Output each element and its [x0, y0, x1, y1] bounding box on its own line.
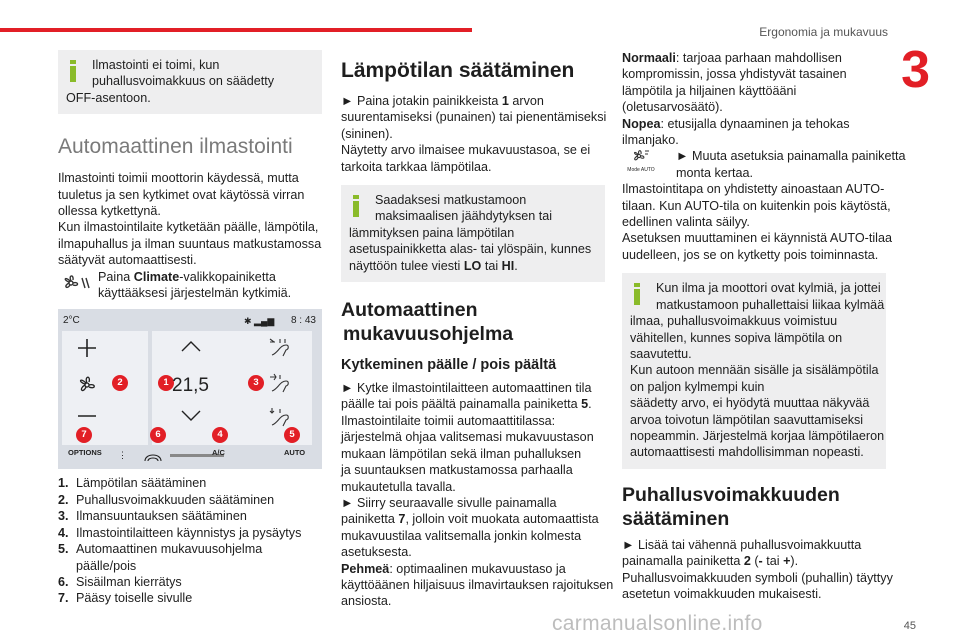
item-text: Pääsy toiselle sivulle — [76, 591, 193, 606]
status-icons: ✱ ▂▄▆ — [244, 316, 275, 327]
text-line: mukavuustilaa valitsemalla jonkin kolmesta — [341, 528, 582, 543]
note-line: OFF-asentoon. — [66, 90, 151, 105]
text-line: Kun ilmastointilaite kytketään päälle, lämpötila, — [58, 220, 319, 235]
text-line: Ilmastointilaite toimii automaattitilassa: — [341, 413, 556, 428]
section-heading: Lämpötilan säätäminen — [341, 59, 575, 82]
climate-instruction — [58, 269, 322, 302]
info-note — [341, 185, 605, 282]
ac-button[interactable]: A/C — [212, 448, 225, 458]
climate-screen-image — [58, 309, 322, 469]
text-fragment: . — [588, 397, 592, 412]
button-ref: 5 — [581, 397, 589, 412]
callout-5: 5 — [284, 427, 300, 443]
mode-auto-icon — [626, 148, 656, 176]
info-note — [58, 50, 322, 114]
text-line: Ilmastointi toimii moottorin käydessä, mutta — [58, 171, 299, 186]
item-number: 2. — [58, 492, 69, 507]
text-fragment: ). — [790, 554, 799, 569]
note-line: automaattisesti mahdollisimman nopeasti. — [630, 445, 864, 460]
list-item — [58, 574, 322, 590]
mode-auto-label: Mode AUTO — [627, 166, 655, 173]
lo-keyword: LO — [463, 258, 482, 273]
text-line: ilmanjako. — [622, 133, 679, 148]
options-button[interactable]: OPTIONS — [68, 448, 102, 458]
info-note — [622, 273, 886, 468]
text-fragment: -valikkopainiketta — [179, 269, 276, 284]
section-heading: Automaattinen ilmastointi — [58, 135, 293, 159]
callout-6: 6 — [150, 427, 166, 443]
chapter-title: Ergonomia ja mukavuus — [759, 25, 888, 39]
text-fragment: . — [514, 258, 518, 273]
note-line: Saadaksesi matkustamoon — [375, 193, 527, 208]
text-line: mukautetulla tavalla. — [341, 479, 456, 494]
text-line: asetuksesta. — [341, 545, 412, 560]
clock: 8 : 43 — [290, 315, 316, 327]
info-icon — [352, 195, 360, 217]
mode-name: Normaali — [622, 51, 676, 65]
text-line: tuuletus ja sen kytkimet ovat käytössä virran — [58, 187, 305, 202]
item-number: 4. — [58, 525, 69, 540]
fan-minus-button[interactable] — [76, 411, 98, 421]
text-line: ansiosta. — [341, 594, 392, 609]
air-direction-middle-icon[interactable] — [266, 371, 300, 395]
air-direction-top-icon[interactable] — [266, 335, 300, 359]
fan-mode-icon — [631, 148, 651, 164]
text-line: Ilmastointitapa on yhdistetty ainoastaan AUTO- — [622, 182, 885, 197]
section-heading — [341, 298, 605, 346]
text-line: käyttöäänen hiljaisuus ilmavirtauksen rajoituksen — [341, 577, 614, 592]
mode-name: Nopea — [622, 116, 661, 131]
callout-3: 3 — [248, 375, 264, 391]
text-line: Puhallusvoimakkuuden symboli (puhallin) täyttyy — [622, 570, 893, 585]
text-fragment: painamalla painiketta — [622, 554, 744, 569]
note-line: arvoa toivotun lämpötilan saavuttamiseksi — [630, 412, 864, 427]
item-text: Puhallusvoimakkuuden säätäminen — [76, 492, 275, 507]
text-line: järjestelmä ohjaa valitsemasi mukavuustason — [341, 430, 594, 445]
text-line: asetetun voimakkuuden mukaisesti. — [622, 586, 822, 601]
mode-auto-instruction — [622, 148, 906, 181]
text-fragment: näyttöön tulee viesti — [349, 258, 464, 273]
button-ref: 1 — [501, 94, 509, 108]
note-line: maksimaalisen jäähdytyksen tai — [375, 209, 553, 224]
paragraph — [341, 93, 605, 175]
auto-button[interactable]: AUTO — [284, 448, 306, 458]
text-line: (sininen). — [341, 126, 393, 141]
text-fragment: ► Paina jotakin painikkeista — [341, 94, 502, 108]
column-2 — [341, 50, 614, 610]
item-number: 1. — [58, 476, 69, 491]
text-fragment: ( — [750, 554, 759, 569]
text-line: ilmapuhallus ja ilman suuntaus matkustamossa — [58, 236, 322, 251]
text-fragment: : etusijalla dynaaminen ja tehokas — [660, 116, 850, 131]
item-number: 6. — [58, 574, 69, 589]
button-ref: 2 — [743, 554, 751, 569]
text-line: säätyvät automaattisesti. — [58, 253, 197, 268]
fan-plus-button[interactable] — [76, 337, 98, 359]
paragraph — [622, 181, 892, 263]
text-line: ► Muuta asetuksia painamalla painiketta — [676, 149, 906, 164]
paragraph — [622, 50, 886, 148]
plus-ref: + — [783, 554, 791, 569]
recirculation-icon[interactable] — [142, 452, 164, 464]
list-item — [58, 508, 322, 524]
page-number: 45 — [903, 619, 916, 632]
note-line: säädetty arvo, ei hyödytä muuttaa näkyvää — [630, 396, 870, 411]
heading-line: Automaattinen — [341, 299, 478, 322]
air-direction-bottom-icon[interactable] — [266, 405, 300, 429]
note-line: saavutettu. — [630, 346, 692, 361]
text-fragment: : tarjoaa parhaan mahdollisen — [675, 51, 842, 65]
climate-keyword: Climate — [133, 269, 180, 284]
fan-icon[interactable] — [74, 373, 100, 397]
text-line: (oletusarvosäätö). — [622, 100, 723, 115]
text-fragment: Paina — [98, 269, 134, 284]
note-line: matkustamoon puhallettaisi liikaa kylmää — [656, 297, 885, 312]
text-fragment: tai — [762, 554, 784, 569]
heading-line: mukavuusohjelma — [343, 323, 514, 346]
text-fragment: painiketta — [341, 512, 399, 527]
note-line: on paljon kylmempi kuin — [630, 379, 765, 394]
paragraph — [622, 537, 893, 603]
item-text: Sisäilman kierrätys — [76, 574, 182, 589]
text-line: edellinen valinta säilyy. — [622, 215, 750, 230]
list-item — [58, 590, 322, 606]
text-line: uudelleen, jos se on kytketty pois toiminnasta. — [622, 247, 879, 262]
text-line: tilaan. Kun AUTO-tila on kuitenkin pois käytöstä, — [622, 198, 891, 213]
temp-setpoint: 21,5 — [172, 375, 209, 397]
text-line: käyttääksesi järjestelmän kytkimiä. — [98, 286, 292, 301]
mode-name: Pehmeä — [341, 561, 390, 576]
callout-2: 2 — [112, 375, 128, 391]
temp-down-button[interactable] — [180, 409, 202, 423]
list-item — [58, 475, 322, 491]
subsection-heading: Kytkeminen päälle / pois päältä — [341, 357, 557, 374]
hi-keyword: HI — [501, 258, 515, 273]
heading-line: säätäminen — [622, 507, 730, 530]
text-line: ollessa kytkettynä. — [58, 204, 161, 219]
text-line: Asetuksen muuttaminen ei käynnistä AUTO-tilaa — [622, 231, 892, 246]
text-line: Näytetty arvo ilmaisee mukavuustasoa, se ei — [341, 143, 591, 158]
text-line: ► Lisää tai vähennä puhallusvoimakkuutta — [622, 537, 862, 552]
list-item — [58, 541, 322, 574]
info-icon — [633, 283, 641, 305]
section-heading — [622, 483, 886, 531]
note-line: puhallusvoimakkuus on säädetty — [92, 74, 275, 89]
text-line: lämpötila ja hiljainen käyttöääni — [622, 83, 797, 98]
minus-ref: - — [758, 554, 763, 569]
column-1 — [58, 50, 322, 607]
text-line: monta kertaa. — [676, 165, 754, 180]
paragraph — [341, 380, 614, 610]
info-icon — [69, 60, 77, 82]
page-dots: ⋮ — [118, 450, 127, 461]
header-red-bar — [0, 28, 472, 32]
item-number: 3. — [58, 509, 69, 524]
note-line: ilmaa, puhallusvoimakkuus voimistuu — [630, 314, 838, 329]
list-item — [58, 492, 322, 508]
button-ref: 7 — [398, 512, 406, 527]
text-line: ja suuntauksen matkustamossa parhaalla — [341, 463, 573, 478]
legend-list — [58, 475, 322, 606]
text-line: suurentamiseksi (punainen) tai pienentämiseksi — [341, 110, 607, 125]
text-fragment: , jolloin voit muokata automaattista — [405, 512, 599, 527]
note-line: asetuspainikketta alas- tai ylöspäin, kunnes — [349, 242, 592, 257]
temp-up-button[interactable] — [180, 339, 202, 353]
callout-1: 1 — [158, 375, 174, 391]
list-item — [58, 525, 322, 541]
note-line: Ilmastointi ei toimi, kun — [92, 58, 220, 72]
item-number: 5. — [58, 542, 69, 557]
item-text: Lämpötilan säätäminen — [76, 476, 207, 491]
text-line: tarkoita tarkkaa lämpötilaa. — [341, 159, 492, 174]
item-text: Ilmansuuntauksen säätäminen — [76, 509, 247, 524]
note-line: lämmityksen paina lämpötilan — [349, 225, 515, 240]
note-line: nopeammin. Järjestelmä korjaa lämpötilaeron — [630, 428, 885, 443]
fan-icon — [60, 271, 92, 295]
note-line: Kun ilma ja moottori ovat kylmiä, ja jottei — [656, 281, 881, 296]
paragraph — [58, 170, 322, 268]
text-fragment: : optimaalinen mukavuustaso ja — [389, 561, 566, 576]
note-line: vähitellen, kunnes sopiva lämpötila on — [630, 330, 843, 345]
text-line: kompromissin, jossa yhdistyvät tasainen — [622, 67, 847, 82]
callout-4: 4 — [212, 427, 228, 443]
item-number: 7. — [58, 591, 69, 606]
text-fragment: arvon — [508, 94, 544, 108]
item-text: Ilmastointilaitteen käynnistys ja pysäytys — [76, 525, 302, 540]
chapter-number: 3 — [901, 41, 930, 99]
item-text: Automaattinen mukavuusohjelma päälle/pois — [76, 542, 263, 573]
text-fragment: tai — [481, 258, 502, 273]
outside-temp: 2°C — [63, 315, 80, 327]
heading-line: Puhallusvoimakkuuden — [622, 483, 840, 506]
note-line: Kun autoon mennään sisälle ja sisälämpötila — [630, 363, 879, 378]
column-3 — [622, 50, 906, 602]
text-line: ► Kytke ilmastointilaitteen automaattinen tila — [341, 381, 592, 396]
callout-7: 7 — [76, 427, 92, 443]
text-line: mukaan lämpötilan sekä ilman puhalluksen — [341, 446, 582, 461]
text-line: ► Siirry seuraavalle sivulle painamalla — [341, 495, 557, 510]
watermark: carmanualsonline.info — [552, 611, 763, 635]
text-fragment: päälle tai pois päältä painamalla painiketta — [341, 397, 582, 412]
